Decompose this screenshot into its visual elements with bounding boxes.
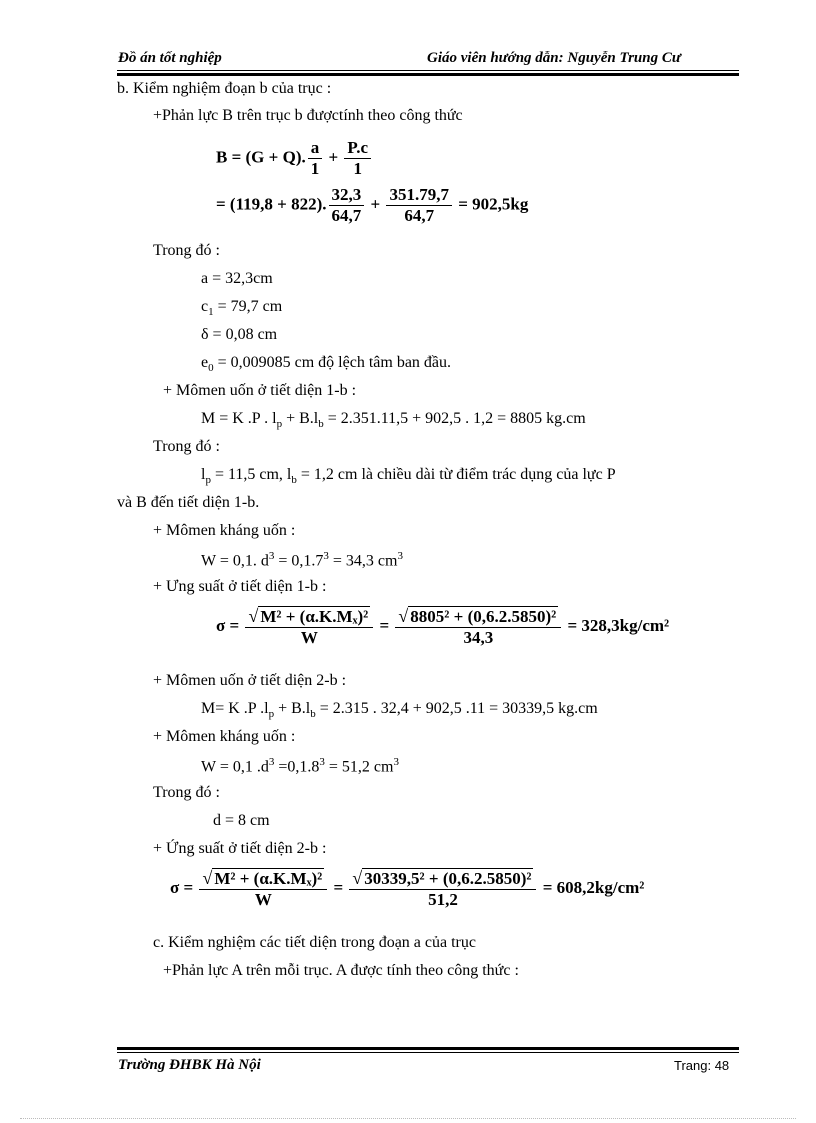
param-e0: $e_0 = 0,009085$ cm độ lệch tâm ban đầu. bbox=[201, 354, 452, 375]
eq3-num2: 8805² + (0,6.2.5850)² bbox=[410, 607, 557, 626]
eq4-lhs: σ = bbox=[170, 877, 194, 897]
eq2-fraction-2 bbox=[386, 185, 452, 226]
eq2-fraction-1 bbox=[329, 185, 365, 226]
eq2-lhs: = (119,8 + 822). bbox=[216, 194, 327, 214]
eq3-den2: 34,3 bbox=[463, 628, 494, 647]
lengths-explanation: $l_p = 11,5$ cm, $l_b = 1,2$ cm là chiều dài từ điểm trác dụng của lực P bbox=[201, 466, 616, 487]
eq1-f2-num: P.c bbox=[344, 138, 371, 159]
eq2-plus: + bbox=[370, 194, 381, 214]
stress-1b-heading: + Ưng suất ở tiết diện 1-b : bbox=[153, 578, 327, 595]
lengths-explanation-cont: và B đến tiết diện 1-b. bbox=[117, 494, 260, 511]
eq1-f1-den: 1 bbox=[310, 159, 320, 178]
stress-1b-equation bbox=[216, 606, 669, 648]
footer-rule-thin bbox=[117, 1052, 739, 1053]
eq1-fraction-a bbox=[308, 138, 323, 179]
where-label-1: Trong đó : bbox=[153, 242, 220, 259]
moment-2b-equation: M= K .P $.l_p + B.l_b = 2.315$ . 32,4 + 902,5 .11 = 30339,5 kg.cm bbox=[201, 700, 598, 721]
header-right: Giáo viên hướng dẫn: Nguyễn Trung Cư bbox=[427, 50, 681, 66]
where-label-2: Trong đó : bbox=[153, 438, 220, 455]
header-left: Đồ án tốt nghiệp bbox=[118, 50, 222, 66]
param-a: a = 32,3cm bbox=[201, 270, 273, 287]
moment-1b-equation: M = K .P . $l_p + B.l_b = 2.351.11,5 + 902,5$ . 1,2 = 8805 kg.cm bbox=[201, 410, 586, 431]
eq4-fraction-1: $\frac{\text{√ M² + (α.K.Mₓ)²}}{W}$ bbox=[199, 868, 327, 910]
moment-1b-heading: + Mômen uốn ở tiết diện 1-b : bbox=[163, 382, 357, 399]
param-c1: $c_1 = 79,7$ cm bbox=[201, 298, 283, 319]
resisting-moment-eq-1: W = 0,1. $d^3 = 0,1.7^3 = 34,3$ $cm^3$ bbox=[201, 550, 403, 570]
page-edge-dots bbox=[20, 1118, 796, 1119]
footer-left: Trường ĐHBK Hà Nội bbox=[118, 1057, 261, 1073]
eq2-f2-num: 351.79,7 bbox=[386, 185, 452, 206]
eq2-f1-den: 64,7 bbox=[331, 206, 362, 225]
eq4-den2: 51,2 bbox=[428, 890, 458, 909]
where-label-3: Trong đó : bbox=[153, 784, 220, 801]
eq1-f2-den: 1 bbox=[353, 159, 362, 178]
eq3-lhs: σ = bbox=[216, 615, 240, 635]
header-rule-thick bbox=[117, 73, 739, 76]
reaction-b-intro: +Phản lực B trên trục b đượctính theo công thức bbox=[153, 107, 463, 124]
eq3-fraction-1: $\frac{\text{√ M² + (α.K.Mₓ)²}}{W}$ bbox=[245, 606, 373, 648]
resisting-moment-heading-2: + Mômen kháng uốn : bbox=[153, 728, 296, 745]
reaction-a-intro: +Phản lực A trên mỗi trục. A được tính theo công thức : bbox=[163, 962, 519, 979]
eq4-num2: 30339,5² + (0,6.2.5850)² bbox=[364, 869, 532, 888]
eq4-equals: = bbox=[333, 877, 344, 897]
equation-b-value bbox=[216, 185, 528, 226]
page-number: Trang: 48 bbox=[674, 1058, 730, 1073]
moment-2b-heading: + Mômen uốn ở tiết diện 2-b : bbox=[153, 672, 347, 689]
eq2-f1-num: 32,3 bbox=[329, 185, 365, 206]
eq4-den: W bbox=[254, 890, 272, 909]
eq1-lhs: B = (G + Q). bbox=[216, 147, 306, 167]
eq2-result: = 902,5kg bbox=[458, 194, 529, 214]
eq3-equals: = bbox=[379, 615, 390, 635]
footer-rule-thick bbox=[117, 1047, 739, 1050]
section-c-heading: c. Kiểm nghiệm các tiết diện trong đoạn a của trục bbox=[153, 934, 476, 951]
param-delta: δ = 0,08 cm bbox=[201, 326, 278, 343]
eq4-result: = 608,2kg/cm² bbox=[542, 877, 645, 897]
eq3-den: W bbox=[300, 628, 318, 647]
header-rule-thin bbox=[117, 70, 739, 71]
equation-b-formula bbox=[216, 138, 373, 179]
param-d: d = 8 cm bbox=[213, 812, 270, 829]
resisting-moment-eq-2: W = 0,1 $.d^3 =0,1.8^3 = 51,2$ $cm^3$ bbox=[201, 756, 399, 776]
eq3-num: M² + (α.K.Mₓ)² bbox=[260, 607, 369, 626]
eq3-fraction-2: $\frac{\text{√ 8805² + (0,6.2.5850)²}}{34,3}$ bbox=[395, 606, 561, 648]
eq4-fraction-2: $\frac{\text{√ 30339,5² + (0,6.2.5850)²}}{51,2}$ bbox=[349, 868, 536, 910]
eq1-fraction-pc bbox=[344, 138, 371, 179]
eq1-plus: + bbox=[328, 147, 339, 167]
resisting-moment-heading-1: + Mômen kháng uốn : bbox=[153, 522, 296, 539]
eq4-num: M² + (α.K.Mₓ)² bbox=[214, 869, 323, 888]
eq2-f2-den: 64,7 bbox=[404, 206, 435, 225]
stress-2b-heading: + Ứng suất ở tiết diện 2-b : bbox=[153, 840, 327, 857]
eq3-result: = 328,3kg/cm² bbox=[567, 615, 670, 635]
stress-2b-equation bbox=[170, 868, 644, 910]
eq1-f1-num: a bbox=[308, 138, 323, 159]
section-b-heading: b. Kiểm nghiệm đoạn b của trục : bbox=[117, 80, 332, 97]
